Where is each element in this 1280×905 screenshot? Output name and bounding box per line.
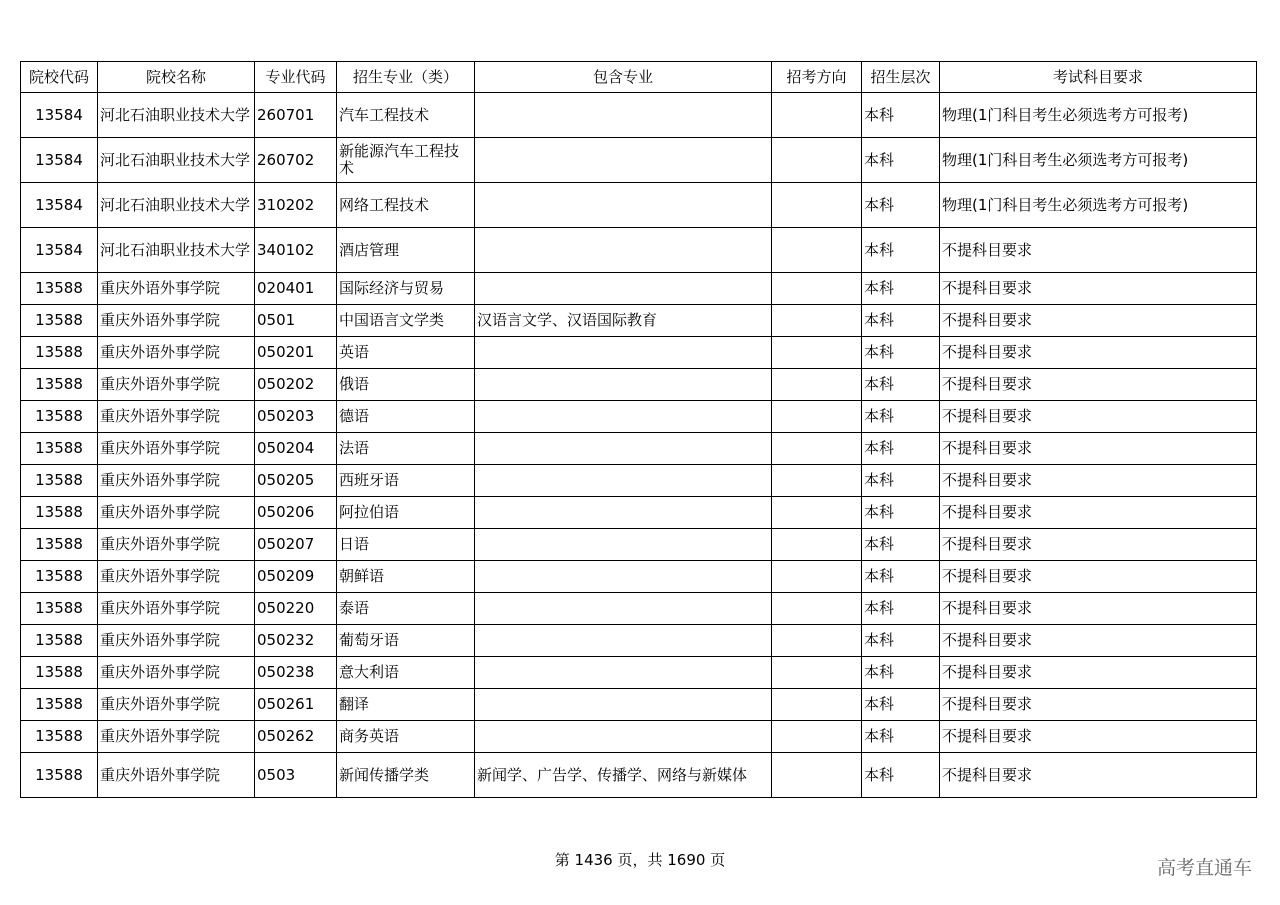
cell-subject-requirement: 不提科目要求 bbox=[940, 337, 1257, 369]
table-row bbox=[21, 465, 1257, 497]
cell-major-name: 阿拉伯语 bbox=[337, 497, 475, 529]
cell-level: 本科 bbox=[862, 183, 940, 228]
cell-school-name: 重庆外语外事学院 bbox=[98, 689, 255, 721]
cell-major-name: 翻译 bbox=[337, 689, 475, 721]
cell-level: 本科 bbox=[862, 721, 940, 753]
cell-included-majors bbox=[475, 657, 772, 689]
cell-level: 本科 bbox=[862, 93, 940, 138]
cell-major-name: 酒店管理 bbox=[337, 228, 475, 273]
cell-major-code: 310202 bbox=[255, 183, 337, 228]
cell-major-name: 日语 bbox=[337, 529, 475, 561]
cell-major-code: 050209 bbox=[255, 561, 337, 593]
cell-major-code: 260701 bbox=[255, 93, 337, 138]
cell-subject-requirement: 物理(1门科目考生必须选考方可报考) bbox=[940, 183, 1257, 228]
cell-included-majors bbox=[475, 721, 772, 753]
cell-subject-requirement: 不提科目要求 bbox=[940, 465, 1257, 497]
table-row bbox=[21, 369, 1257, 401]
cell-subject-requirement: 不提科目要求 bbox=[940, 753, 1257, 798]
cell-school-code: 13588 bbox=[21, 561, 98, 593]
cell-direction bbox=[772, 401, 862, 433]
cell-direction bbox=[772, 657, 862, 689]
cell-school-code: 13588 bbox=[21, 337, 98, 369]
table-row bbox=[21, 433, 1257, 465]
cell-major-code: 050205 bbox=[255, 465, 337, 497]
watermark-text: 高考直通车 bbox=[1156, 857, 1252, 879]
cell-major-code: 050238 bbox=[255, 657, 337, 689]
cell-subject-requirement: 不提科目要求 bbox=[940, 369, 1257, 401]
header-school-name: 院校名称 bbox=[98, 62, 255, 93]
cell-included-majors bbox=[475, 529, 772, 561]
cell-direction bbox=[772, 593, 862, 625]
cell-major-name: 国际经济与贸易 bbox=[337, 273, 475, 305]
cell-major-code: 260702 bbox=[255, 138, 337, 183]
cell-school-name: 重庆外语外事学院 bbox=[98, 305, 255, 337]
cell-school-name: 重庆外语外事学院 bbox=[98, 401, 255, 433]
cell-school-code: 13588 bbox=[21, 689, 98, 721]
cell-major-code: 050203 bbox=[255, 401, 337, 433]
header-school-code: 院校代码 bbox=[21, 62, 98, 93]
cell-level: 本科 bbox=[862, 593, 940, 625]
table-row bbox=[21, 93, 1257, 138]
cell-level: 本科 bbox=[862, 657, 940, 689]
cell-major-code: 050261 bbox=[255, 689, 337, 721]
cell-major-name: 泰语 bbox=[337, 593, 475, 625]
table-row bbox=[21, 753, 1257, 798]
cell-major-code: 0501 bbox=[255, 305, 337, 337]
cell-school-code: 13584 bbox=[21, 228, 98, 273]
cell-school-code: 13588 bbox=[21, 657, 98, 689]
cell-school-code: 13584 bbox=[21, 138, 98, 183]
cell-school-name: 河北石油职业技术大学 bbox=[98, 93, 255, 138]
cell-major-code: 050207 bbox=[255, 529, 337, 561]
cell-school-code: 13588 bbox=[21, 465, 98, 497]
cell-school-code: 13588 bbox=[21, 753, 98, 798]
cell-school-name: 河北石油职业技术大学 bbox=[98, 228, 255, 273]
cell-school-code: 13588 bbox=[21, 529, 98, 561]
cell-major-code: 050201 bbox=[255, 337, 337, 369]
table-row bbox=[21, 721, 1257, 753]
cell-school-name: 河北石油职业技术大学 bbox=[98, 138, 255, 183]
cell-subject-requirement: 不提科目要求 bbox=[940, 625, 1257, 657]
header-subject-requirement: 考试科目要求 bbox=[940, 62, 1257, 93]
table-row bbox=[21, 689, 1257, 721]
cell-direction bbox=[772, 753, 862, 798]
cell-school-name: 重庆外语外事学院 bbox=[98, 369, 255, 401]
cell-school-code: 13588 bbox=[21, 305, 98, 337]
cell-major-code: 050232 bbox=[255, 625, 337, 657]
cell-major-name: 中国语言文学类 bbox=[337, 305, 475, 337]
cell-school-name: 重庆外语外事学院 bbox=[98, 465, 255, 497]
cell-direction bbox=[772, 337, 862, 369]
cell-subject-requirement: 物理(1门科目考生必须选考方可报考) bbox=[940, 138, 1257, 183]
cell-school-code: 13588 bbox=[21, 593, 98, 625]
table-row bbox=[21, 337, 1257, 369]
header-direction: 招考方向 bbox=[772, 62, 862, 93]
cell-major-code: 050202 bbox=[255, 369, 337, 401]
cell-included-majors bbox=[475, 561, 772, 593]
table-row bbox=[21, 183, 1257, 228]
cell-included-majors bbox=[475, 625, 772, 657]
cell-included-majors: 新闻学、广告学、传播学、网络与新媒体 bbox=[475, 753, 772, 798]
cell-level: 本科 bbox=[862, 465, 940, 497]
cell-school-name: 重庆外语外事学院 bbox=[98, 593, 255, 625]
cell-subject-requirement: 不提科目要求 bbox=[940, 721, 1257, 753]
cell-direction bbox=[772, 369, 862, 401]
cell-level: 本科 bbox=[862, 433, 940, 465]
cell-major-code: 020401 bbox=[255, 273, 337, 305]
cell-school-code: 13584 bbox=[21, 93, 98, 138]
cell-level: 本科 bbox=[862, 401, 940, 433]
header-included-majors: 包含专业 bbox=[475, 62, 772, 93]
table-header-row bbox=[21, 62, 1257, 93]
cell-level: 本科 bbox=[862, 497, 940, 529]
table-row bbox=[21, 625, 1257, 657]
cell-included-majors bbox=[475, 593, 772, 625]
cell-subject-requirement: 物理(1门科目考生必须选考方可报考) bbox=[940, 93, 1257, 138]
cell-included-majors bbox=[475, 369, 772, 401]
cell-direction bbox=[772, 721, 862, 753]
cell-major-name: 汽车工程技术 bbox=[337, 93, 475, 138]
cell-level: 本科 bbox=[862, 369, 940, 401]
cell-level: 本科 bbox=[862, 228, 940, 273]
table-body bbox=[21, 93, 1257, 798]
cell-included-majors bbox=[475, 401, 772, 433]
cell-level: 本科 bbox=[862, 337, 940, 369]
cell-included-majors bbox=[475, 93, 772, 138]
cell-major-name: 新闻传播学类 bbox=[337, 753, 475, 798]
cell-direction bbox=[772, 561, 862, 593]
cell-major-name: 新能源汽车工程技术 bbox=[337, 138, 475, 183]
cell-included-majors bbox=[475, 228, 772, 273]
cell-direction bbox=[772, 228, 862, 273]
cell-included-majors bbox=[475, 689, 772, 721]
cell-subject-requirement: 不提科目要求 bbox=[940, 228, 1257, 273]
cell-level: 本科 bbox=[862, 689, 940, 721]
cell-school-name: 重庆外语外事学院 bbox=[98, 529, 255, 561]
cell-major-name: 意大利语 bbox=[337, 657, 475, 689]
header-major-code: 专业代码 bbox=[255, 62, 337, 93]
cell-direction bbox=[772, 305, 862, 337]
header-level: 招生层次 bbox=[862, 62, 940, 93]
cell-major-code: 050220 bbox=[255, 593, 337, 625]
cell-school-code: 13588 bbox=[21, 497, 98, 529]
cell-subject-requirement: 不提科目要求 bbox=[940, 689, 1257, 721]
page-number: 第 1436 页，共 1690 页 bbox=[554, 851, 726, 869]
cell-subject-requirement: 不提科目要求 bbox=[940, 561, 1257, 593]
cell-direction bbox=[772, 273, 862, 305]
cell-subject-requirement: 不提科目要求 bbox=[940, 529, 1257, 561]
table-row bbox=[21, 593, 1257, 625]
cell-subject-requirement: 不提科目要求 bbox=[940, 401, 1257, 433]
cell-major-name: 英语 bbox=[337, 337, 475, 369]
table-row bbox=[21, 497, 1257, 529]
cell-level: 本科 bbox=[862, 625, 940, 657]
cell-direction bbox=[772, 465, 862, 497]
cell-level: 本科 bbox=[862, 138, 940, 183]
table-row bbox=[21, 401, 1257, 433]
cell-school-name: 重庆外语外事学院 bbox=[98, 433, 255, 465]
cell-major-code: 340102 bbox=[255, 228, 337, 273]
cell-level: 本科 bbox=[862, 753, 940, 798]
cell-school-code: 13588 bbox=[21, 401, 98, 433]
cell-school-name: 重庆外语外事学院 bbox=[98, 625, 255, 657]
cell-level: 本科 bbox=[862, 273, 940, 305]
cell-level: 本科 bbox=[862, 529, 940, 561]
cell-major-name: 商务英语 bbox=[337, 721, 475, 753]
cell-included-majors bbox=[475, 433, 772, 465]
cell-school-code: 13588 bbox=[21, 721, 98, 753]
cell-subject-requirement: 不提科目要求 bbox=[940, 305, 1257, 337]
cell-direction bbox=[772, 138, 862, 183]
cell-school-code: 13588 bbox=[21, 369, 98, 401]
cell-major-code: 050262 bbox=[255, 721, 337, 753]
cell-level: 本科 bbox=[862, 561, 940, 593]
cell-school-name: 重庆外语外事学院 bbox=[98, 497, 255, 529]
cell-included-majors bbox=[475, 138, 772, 183]
cell-major-name: 西班牙语 bbox=[337, 465, 475, 497]
cell-major-name: 网络工程技术 bbox=[337, 183, 475, 228]
cell-major-code: 050206 bbox=[255, 497, 337, 529]
cell-subject-requirement: 不提科目要求 bbox=[940, 497, 1257, 529]
cell-subject-requirement: 不提科目要求 bbox=[940, 593, 1257, 625]
cell-school-name: 重庆外语外事学院 bbox=[98, 753, 255, 798]
cell-major-name: 德语 bbox=[337, 401, 475, 433]
cell-included-majors: 汉语言文学、汉语国际教育 bbox=[475, 305, 772, 337]
cell-subject-requirement: 不提科目要求 bbox=[940, 273, 1257, 305]
cell-included-majors bbox=[475, 337, 772, 369]
cell-direction bbox=[772, 625, 862, 657]
table-row bbox=[21, 273, 1257, 305]
cell-included-majors bbox=[475, 465, 772, 497]
table-row bbox=[21, 657, 1257, 689]
cell-included-majors bbox=[475, 273, 772, 305]
cell-direction bbox=[772, 497, 862, 529]
cell-major-name: 法语 bbox=[337, 433, 475, 465]
admission-table bbox=[20, 61, 1257, 798]
cell-major-name: 俄语 bbox=[337, 369, 475, 401]
cell-school-code: 13584 bbox=[21, 183, 98, 228]
cell-school-name: 重庆外语外事学院 bbox=[98, 657, 255, 689]
cell-included-majors bbox=[475, 183, 772, 228]
cell-direction bbox=[772, 529, 862, 561]
cell-included-majors bbox=[475, 497, 772, 529]
cell-level: 本科 bbox=[862, 305, 940, 337]
cell-subject-requirement: 不提科目要求 bbox=[940, 433, 1257, 465]
header-major-name: 招生专业（类） bbox=[337, 62, 475, 93]
table-row bbox=[21, 305, 1257, 337]
cell-direction bbox=[772, 93, 862, 138]
table-row bbox=[21, 529, 1257, 561]
table-row bbox=[21, 561, 1257, 593]
cell-school-code: 13588 bbox=[21, 625, 98, 657]
cell-major-name: 葡萄牙语 bbox=[337, 625, 475, 657]
table-row bbox=[21, 228, 1257, 273]
cell-school-name: 重庆外语外事学院 bbox=[98, 337, 255, 369]
cell-school-name: 河北石油职业技术大学 bbox=[98, 183, 255, 228]
cell-school-name: 重庆外语外事学院 bbox=[98, 273, 255, 305]
cell-direction bbox=[772, 689, 862, 721]
cell-school-code: 13588 bbox=[21, 433, 98, 465]
table-row bbox=[21, 138, 1257, 183]
cell-school-code: 13588 bbox=[21, 273, 98, 305]
cell-subject-requirement: 不提科目要求 bbox=[940, 657, 1257, 689]
cell-school-name: 重庆外语外事学院 bbox=[98, 721, 255, 753]
cell-direction bbox=[772, 183, 862, 228]
cell-major-name: 朝鲜语 bbox=[337, 561, 475, 593]
cell-direction bbox=[772, 433, 862, 465]
cell-school-name: 重庆外语外事学院 bbox=[98, 561, 255, 593]
cell-major-code: 050204 bbox=[255, 433, 337, 465]
cell-major-code: 0503 bbox=[255, 753, 337, 798]
